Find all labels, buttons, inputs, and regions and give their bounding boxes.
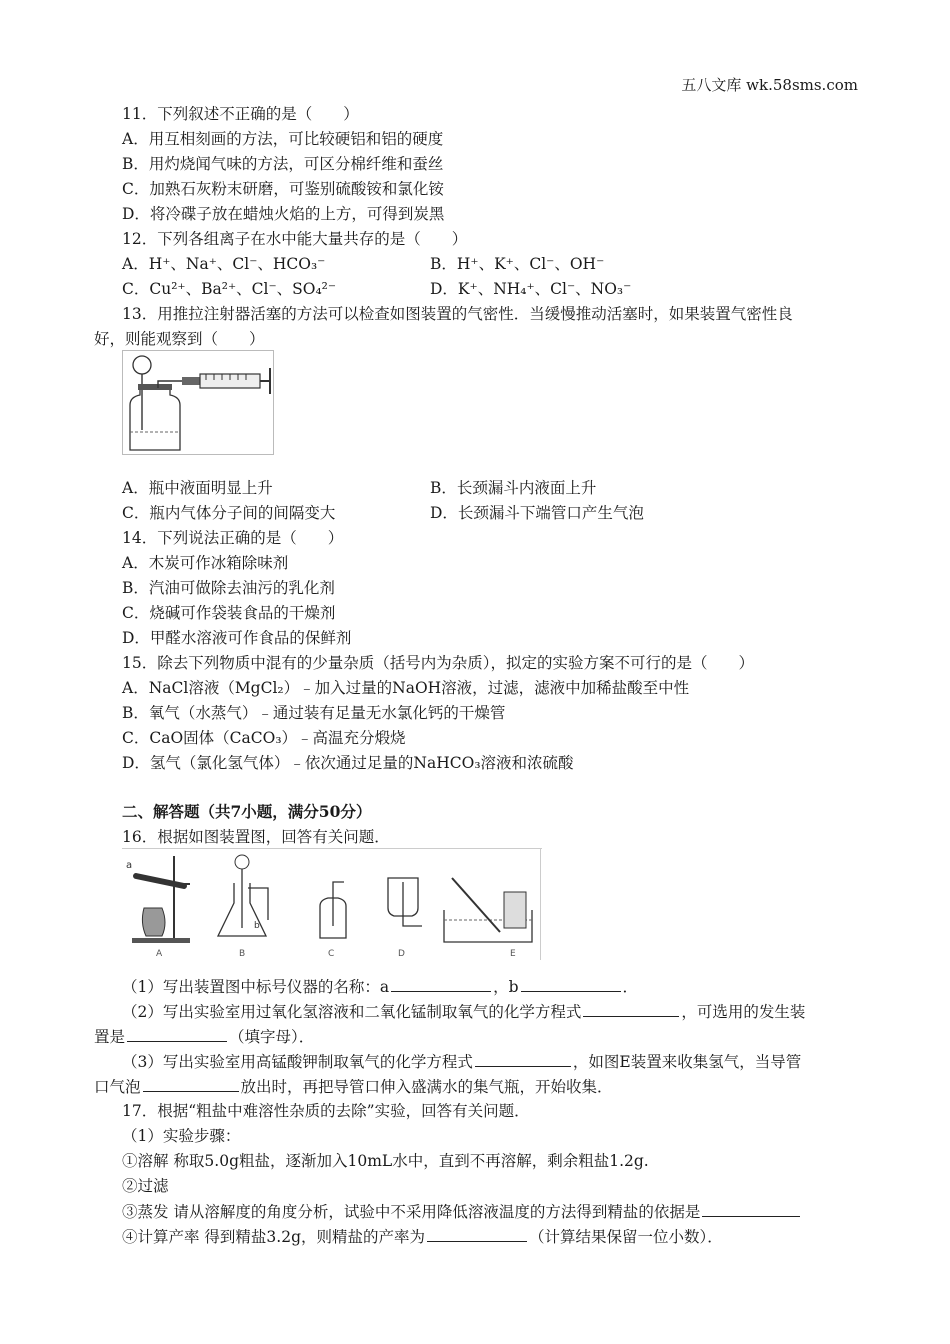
q13-option-c: C．瓶内气体分子间的间隔变大	[122, 504, 336, 522]
q16-part3-line1	[122, 1050, 801, 1073]
q16-equation-blank-2[interactable]	[475, 1050, 571, 1067]
q11-option-c: C．加熟石灰粉末研磨，可鉴别硫酸铵和氯化铵	[122, 180, 444, 198]
label-A: A	[156, 949, 163, 959]
q16-part3-text-b: ，如图E装置来收集氢气，当导管	[572, 1053, 802, 1071]
q14-option-a: A．木炭可作冰箱除味剂	[122, 554, 289, 572]
q17-yield-blank[interactable]	[427, 1225, 527, 1242]
q16-answer-blank-b[interactable]	[521, 975, 621, 992]
q11-option-a: A．用互相刻画的方法，可比较硬铝和铝的硬度	[122, 130, 444, 148]
q17-step2: ②过滤	[122, 1177, 169, 1195]
label-B: B	[239, 949, 246, 959]
q16-part1	[122, 975, 638, 998]
q17-stem: 17．根据“粗盐中难溶性杂质的去除”实验，回答有关问题．	[122, 1102, 530, 1120]
q16-stem: 16．根据如图装置图，回答有关问题．	[122, 828, 390, 846]
q14-option-b: B．汽油可做除去油污的乳化剂	[122, 579, 335, 597]
q16-part2-text-c: 置是	[94, 1028, 126, 1046]
q17-step3	[122, 1200, 802, 1223]
q16-equation-blank-1[interactable]	[583, 1000, 679, 1017]
q17-basis-blank[interactable]	[702, 1200, 800, 1217]
label-E: E	[510, 949, 516, 959]
q13-option-a: A．瓶中液面明显上升	[122, 479, 273, 497]
q15-stem: 15．除去下列物质中混有的少量杂质（括号内为杂质），拟定的实验方案不可行的是（ ）	[122, 654, 754, 672]
q12-option-c: C．Cu²⁺、Ba²⁺、Cl⁻、SO₄²⁻	[122, 280, 337, 298]
label-b: b	[254, 921, 260, 931]
q16-part3-text-c: 口气泡	[94, 1078, 141, 1096]
q15-option-a: A．NaCl溶液（MgCl₂）﹣加入过量的NaOH溶液，过滤，滤液中加稀盐酸至中性	[122, 679, 690, 697]
q15-option-d: D．氢气（氯化氢气体）﹣依次通过足量的NaHCO₃溶液和浓硫酸	[122, 754, 574, 772]
q16-bubble-blank[interactable]	[143, 1075, 239, 1092]
q12-option-b: B．H⁺、K⁺、Cl⁻、OH⁻	[430, 255, 605, 273]
q11-option-d: D．将冷碟子放在蜡烛火焰的上方，可得到炭黑	[122, 205, 445, 223]
q16-part2-text-a: （2）写出实验室用过氧化氢溶液和二氧化锰制取氧气的化学方程式	[122, 1003, 582, 1021]
q16-part3-text-a: （3）写出实验室用高锰酸钾制取氧气的化学方程式	[122, 1053, 473, 1071]
q16-part1-text-a: （1）写出装置图中标号仪器的名称：a	[122, 978, 390, 996]
label-a: a	[126, 860, 133, 871]
q17-step1: ①溶解 称取5.0g粗盐，逐渐加入10mL水中，直到不再溶解，剩余粗盐1.2g.	[122, 1152, 649, 1170]
q16-part1-text-b: ，b	[493, 978, 519, 996]
gas-apparatus-figure	[122, 848, 542, 960]
q17-step4	[122, 1225, 723, 1248]
q12-option-d: D．K⁺、NH₄⁺、Cl⁻、NO₃⁻	[430, 280, 632, 298]
q16-part2-text-d: （填字母）．	[229, 1028, 315, 1046]
q17-step4-text-a: ④计算产率 得到精盐3.2g，则精盐的产率为	[122, 1228, 426, 1246]
q13-stem-line1: 13．用推拉注射器活塞的方法可以检查如图装置的气密性．当缓慢推动活塞时，如果装置气密性良	[122, 305, 793, 323]
q16-part3-text-d: 放出时，再把导管口伸入盛满水的集气瓶，开始收集．	[240, 1078, 613, 1096]
q13-option-b: B．长颈漏斗内液面上升	[430, 479, 597, 497]
q16-part2-text-b: ，可选用的发生装	[681, 1003, 806, 1021]
q12-option-a: A．H⁺、Na⁺、Cl⁻、HCO₃⁻	[122, 255, 326, 273]
label-C: C	[328, 949, 335, 959]
q15-option-c: C．CaO固体（CaCO₃）﹣高温充分煅烧	[122, 729, 406, 747]
q11-option-b: B．用灼烧闻气味的方法，可区分棉纤维和蚕丝	[122, 155, 444, 173]
airtightness-apparatus-figure	[122, 350, 274, 455]
q14-option-d: D．甲醛水溶液可作食品的保鲜剂	[122, 629, 352, 647]
q11-stem: 11．下列叙述不正确的是（ ）	[122, 105, 359, 123]
q16-part3-line2	[94, 1075, 613, 1098]
q16-part2-line2	[94, 1025, 314, 1048]
q17-step3-text: ③蒸发 请从溶解度的角度分析，试验中不采用降低溶液温度的方法得到精盐的依据是	[122, 1203, 701, 1221]
q16-device-blank[interactable]	[127, 1025, 227, 1042]
section-2-title: 二、解答题（共7小题，满分50分）	[122, 802, 372, 821]
q13-option-d: D．长颈漏斗下端管口产生气泡	[430, 504, 644, 522]
q13-stem-line2: 好，则能观察到（ ）	[94, 330, 265, 348]
label-D: D	[398, 949, 405, 959]
q14-option-c: C．烧碱可作袋装食品的干燥剂	[122, 604, 336, 622]
q17-step4-text-b: （计算结果保留一位小数）．	[529, 1228, 723, 1246]
q16-part1-end: ．	[622, 978, 639, 996]
q16-answer-blank-a[interactable]	[391, 975, 491, 992]
q15-option-b: B．氧气（水蒸气）﹣通过装有足量无水氯化钙的干燥管	[122, 704, 506, 722]
q16-part2-line1	[122, 1000, 805, 1023]
q12-stem: 12．下列各组离子在水中能大量共存的是（ ）	[122, 230, 468, 248]
q17-part1: （1）实验步骤：	[122, 1127, 241, 1145]
site-header: 五八文库 wk.58sms.com	[681, 76, 858, 94]
q14-stem: 14．下列说法正确的是（ ）	[122, 529, 344, 547]
